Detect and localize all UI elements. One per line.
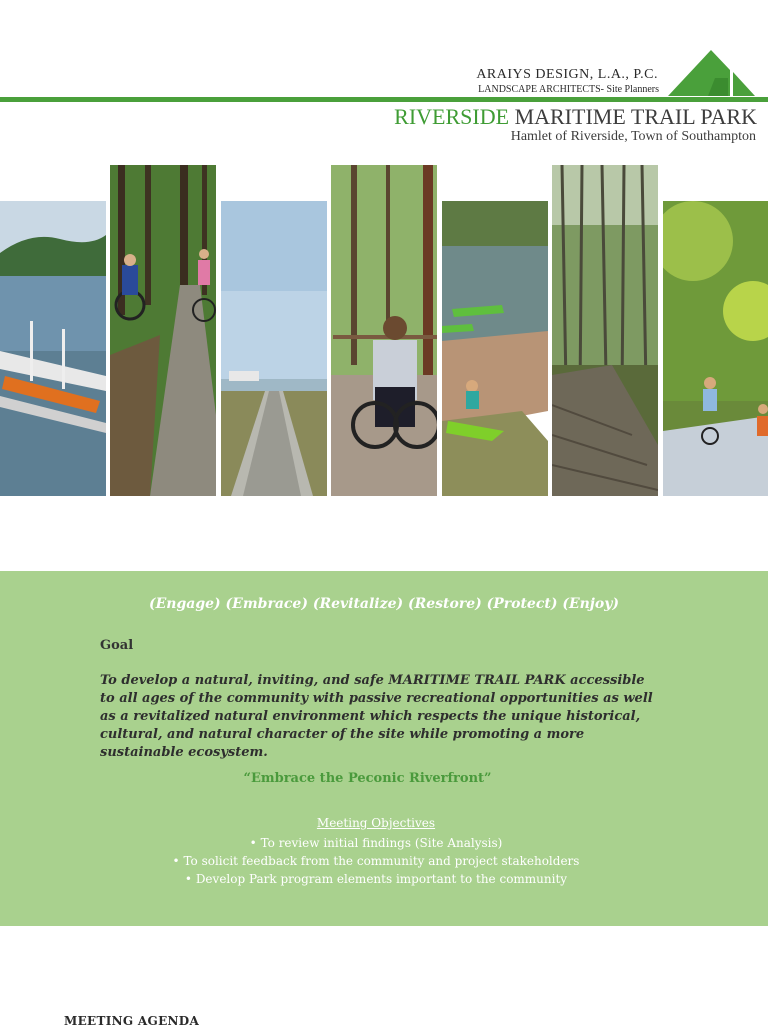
header-rule — [0, 97, 768, 102]
objectives-heading: Meeting Objectives — [316, 816, 436, 830]
photo-kayak-dock — [0, 201, 106, 496]
objective-item: • To review initial findings (Site Analysis) — [0, 834, 752, 852]
goal-text: To develop a natural, inviting, and safe MARITIME TRAIL PARK accessible to all ages of the community with passive recreational opportunities as well as a revitalized natural environment which respects the unique historical, cultural, and natural character of the site while promoting a more sustainable ecosystem. — [100, 673, 653, 760]
title-rest: MARITIME TRAIL PARK — [514, 104, 757, 129]
photo-wheelchair-boardwalk — [331, 165, 437, 496]
page-subtitle: Hamlet of Riverside, Town of Southampton — [510, 129, 756, 144]
photo-family-cycling — [663, 201, 768, 496]
objectives-list — [0, 834, 752, 888]
agenda-heading: MEETING AGENDA — [64, 1014, 200, 1028]
objective-item: • To solicit feedback from the community and project stakeholders — [0, 852, 752, 870]
photo-boardwalk-pier — [221, 201, 327, 496]
river-quote: “Embrace the Peconic Riverfront” — [243, 771, 492, 786]
photo-cyclists-forest-path — [110, 165, 216, 496]
photo-wooden-boardwalk-trees — [552, 165, 658, 496]
firm-name: ARAIYS DESIGN, L.A., P.C. — [476, 67, 658, 82]
firm-logo — [668, 50, 758, 97]
panel-tagline: (Engage) (Embrace) (Revitalize) (Restore) (Protect) (Enjoy) — [149, 596, 619, 612]
objective-item: • Develop Park program elements important to the community — [0, 870, 752, 888]
photo-kayakers-dock — [442, 201, 548, 496]
title-highlight: RIVERSIDE — [394, 104, 510, 129]
firm-tagline: LANDSCAPE ARCHITECTS- Site Planners — [478, 84, 659, 95]
goal-heading: Goal — [100, 638, 134, 653]
page-title — [394, 104, 757, 130]
